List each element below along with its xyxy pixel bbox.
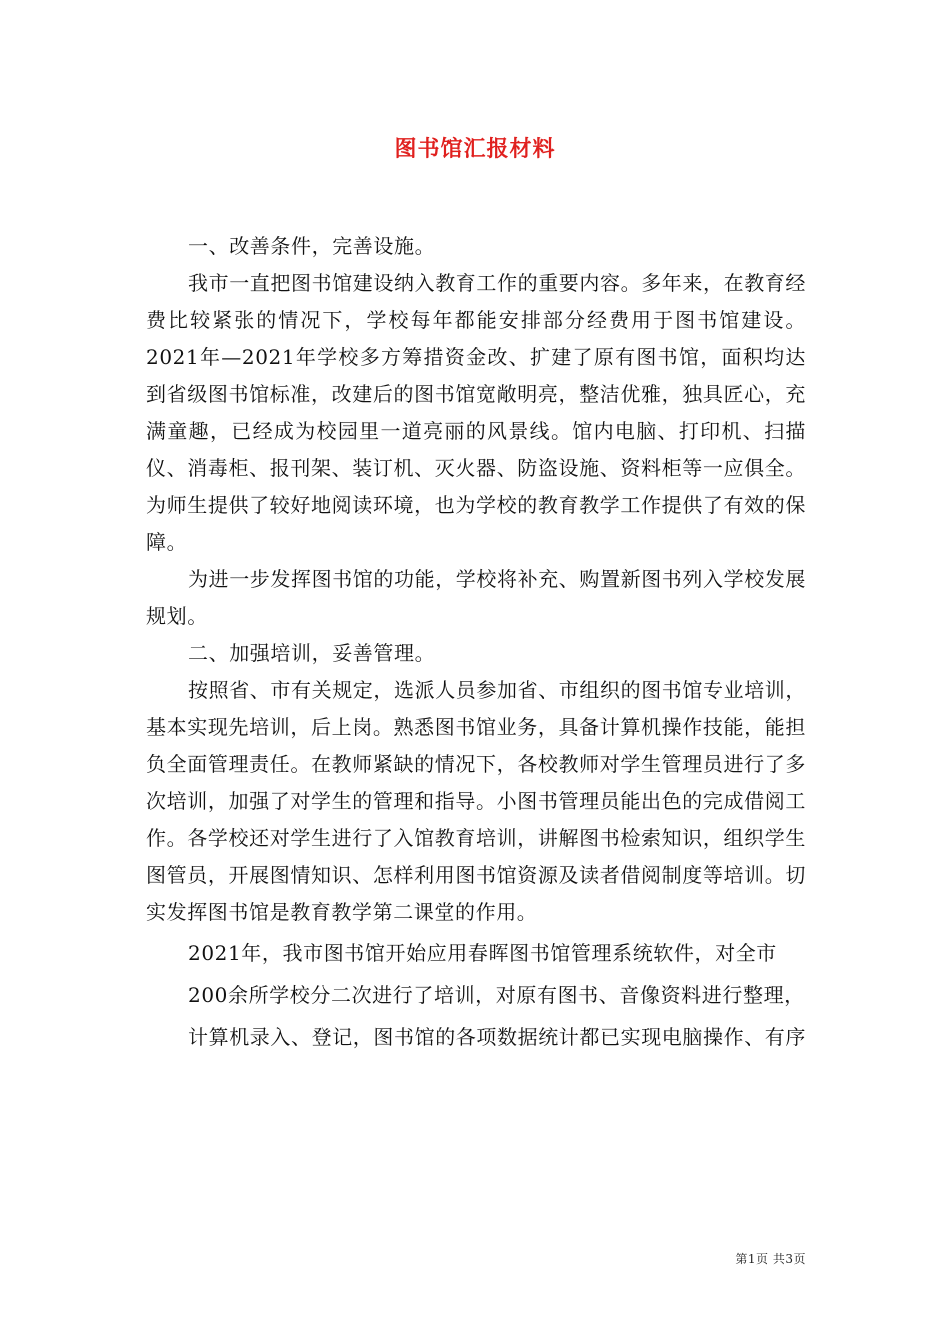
paragraph: 按照省、市有关规定，选派人员参加省、市组织的图书馆专业培训，基本实现先培训，后上岗。熟悉图书馆业务，具备计算机操作技能，能担负全面管理责任。在教师紧缺的情况下，各校教师对学生管理员进行了多次培训，加强了对学生的管理和指导。小图书管理员能出色的完成借阅工作。各学校还对学生进行了入馆教育培训，讲解图书检索知识，组织学生图管员，开展图情知识、怎样利用图书馆资源及读者借阅制度等培训。切实发挥图书馆是教育教学第二课堂的作用。	[146, 678, 806, 924]
section-heading-2: 二、加强培训，妥善管理。	[188, 641, 436, 665]
section-heading-1: 一、改善条件，完善设施。	[188, 234, 436, 258]
paragraph: 计算机录入、登记，图书馆的各项数据统计都已实现电脑操作、有序	[188, 1025, 806, 1049]
page-title: 图书馆汇报材料	[394, 136, 556, 162]
document-body	[146, 228, 806, 1057]
page-number: 第1页 共3页	[735, 1252, 806, 1266]
paragraph: 我市一直把图书馆建设纳入教育工作的重要内容。多年来，在教育经费比较紧张的情况下，学校每年都能安排部分经费用于图书馆建设。2021年—2021年学校多方筹措资金改、扩建了原有图书馆，面积均达到省级图书馆标准，改建后的图书馆宽敞明亮，整洁优雅，独具匠心，充满童趣，已经成为校园里一道亮丽的风景线。馆内电脑、打印机、扫描仪、消毒柜、报刊架、装订机、灭火器、防盗设施、资料柜等一应俱全。为师生提供了较好地阅读环境，也为学校的教育教学工作提供了有效的保障。	[146, 271, 806, 554]
paragraph: 为进一步发挥图书馆的功能，学校将补充、购置新图书列入学校发展规划。	[146, 567, 806, 628]
paragraph: 200余所学校分二次进行了培训，对原有图书、音像资料进行整理，	[188, 983, 805, 1007]
paragraph: 2021年，我市图书馆开始应用春晖图书馆管理系统软件，对全市	[188, 941, 777, 965]
